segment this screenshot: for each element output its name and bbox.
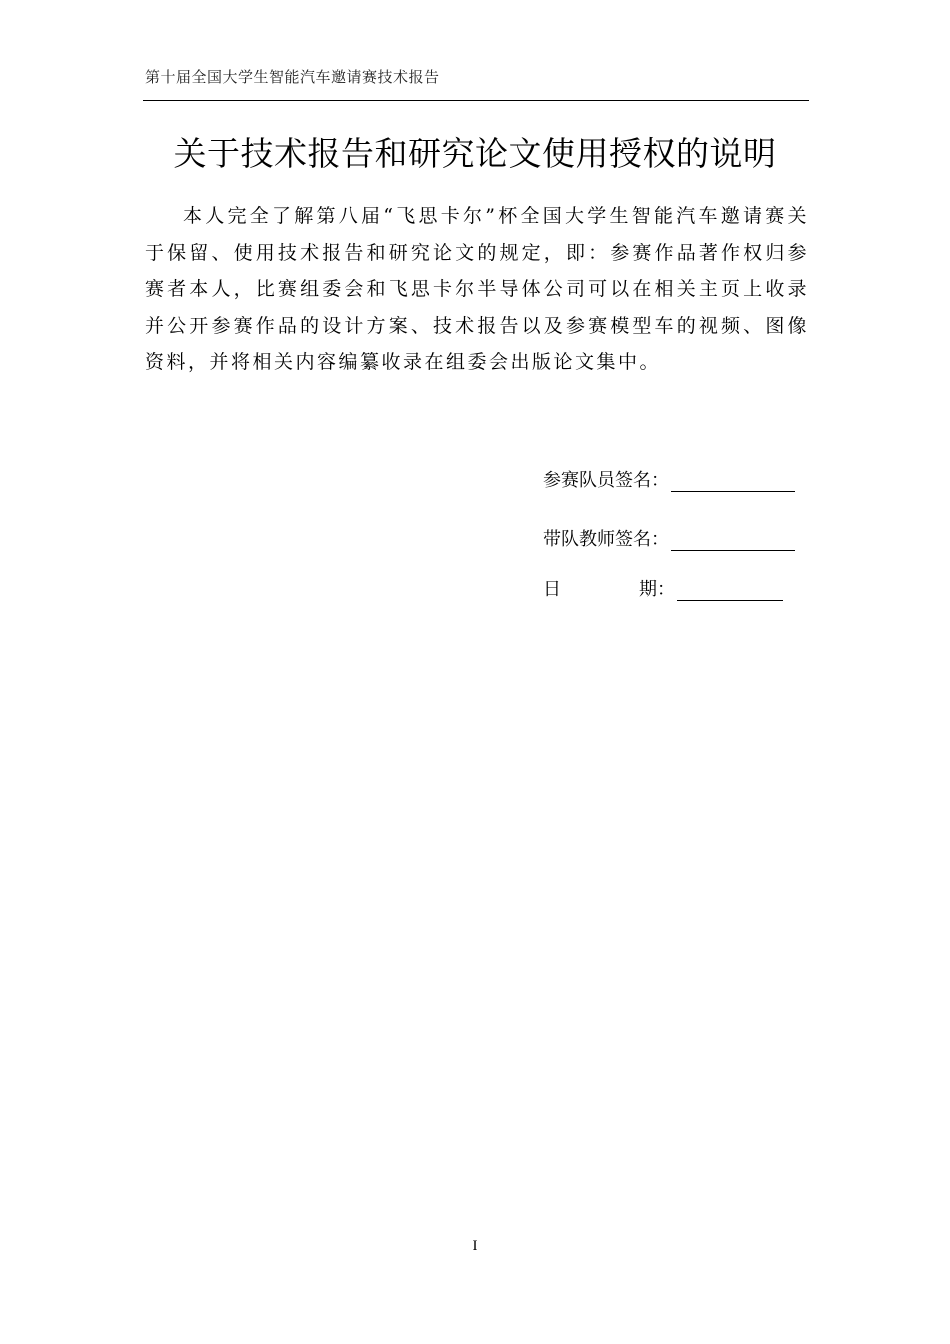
running-header: 第十届全国大学生智能汽车邀请赛技术报告 <box>145 68 440 86</box>
teacher-signature-row <box>543 525 795 551</box>
date-label-day: 日 <box>543 579 561 600</box>
teacher-signature-label: 带队教师签名： <box>543 529 669 550</box>
page-number: I <box>472 1238 478 1254</box>
teacher-signature-line <box>671 532 795 551</box>
member-signature-label: 参赛队员签名： <box>543 470 669 491</box>
date-row <box>543 575 783 601</box>
date-label <box>543 575 675 601</box>
member-signature-row <box>543 466 795 492</box>
authorization-paragraph: 本人完全了解第八届“飞思卡尔”杯全国大学生智能汽车邀请赛关于保留、使用技术报告和研究论文的规定，即：参赛作品著作权归参赛者本人，比赛组委会和飞思卡尔半导体公司可以在相关主页上收录并公开参赛作品的设计方案、技术报告以及参赛模型车的视频、图像资料，并将相关内容编纂收录在组委会出版论文集中。 <box>145 205 809 373</box>
member-signature-line <box>671 473 795 492</box>
date-line <box>677 582 783 601</box>
header-rule <box>143 100 809 101</box>
date-label-period: 期： <box>639 579 675 600</box>
page-title: 关于技术报告和研究论文使用授权的说明 <box>173 134 777 173</box>
